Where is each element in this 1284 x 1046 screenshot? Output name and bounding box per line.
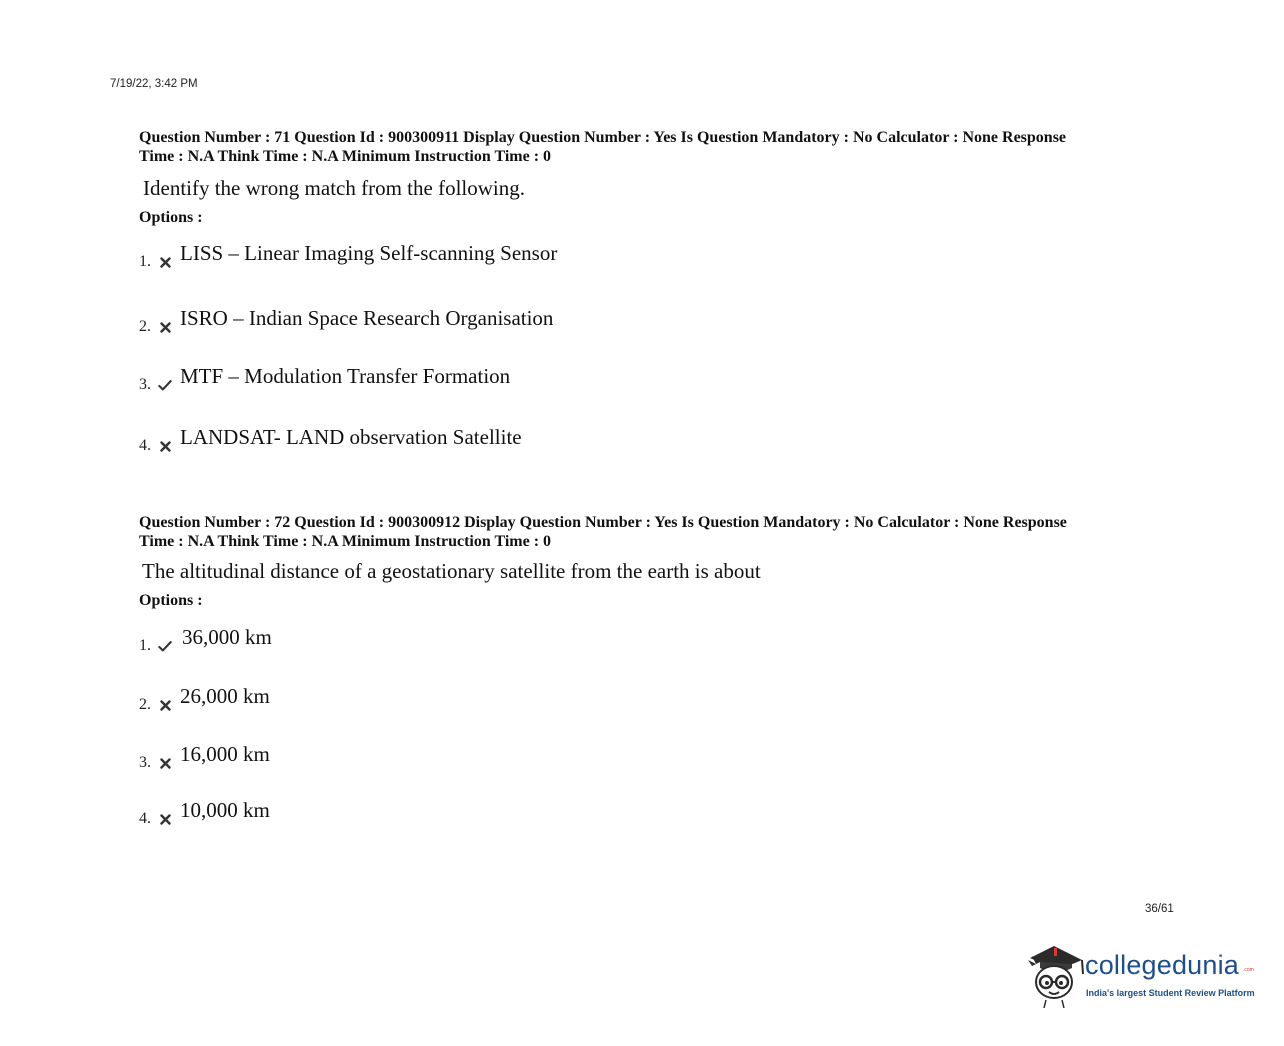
option-number: 1. xyxy=(139,637,151,654)
cross-icon xyxy=(158,812,172,826)
question-meta-line-1: Question Number : 72 Question Id : 900300912 Display Question Number : Yes Is Question Mandatory : No Calculator : None Response xyxy=(139,514,1067,531)
option-item xyxy=(139,798,839,828)
option-item xyxy=(139,306,839,336)
option-number: 4. xyxy=(139,810,151,827)
option-number: 3. xyxy=(139,754,151,771)
check-icon xyxy=(158,378,172,392)
question-meta-line-2: Time : N.A Think Time : N.A Minimum Instruction Time : 0 xyxy=(139,533,552,550)
option-number: 2. xyxy=(139,696,151,713)
option-number: 3. xyxy=(139,376,151,393)
cross-icon xyxy=(158,439,172,453)
option-text: ISRO – Indian Space Research Organisation xyxy=(180,306,554,330)
page-number: 36/61 xyxy=(1145,903,1174,915)
option-number: 2. xyxy=(139,318,151,335)
option-item xyxy=(139,684,839,714)
question-meta-line-2: Time : N.A Think Time : N.A Minimum Instruction Time : 0 xyxy=(139,148,552,165)
cross-icon xyxy=(158,756,172,770)
option-text: MTF – Modulation Transfer Formation xyxy=(180,364,511,388)
logo-tagline: India's largest Student Review Platform xyxy=(1086,988,1255,998)
cross-icon xyxy=(158,698,172,712)
cross-icon xyxy=(158,320,172,334)
option-text: 16,000 km xyxy=(180,742,270,766)
option-number: 1. xyxy=(139,253,151,270)
option-item xyxy=(139,364,839,394)
option-text: 36,000 km xyxy=(182,625,272,649)
mascot-icon xyxy=(1024,938,1088,1010)
option-text: LANDSAT- LAND observation Satellite xyxy=(180,425,522,449)
question-meta-line-1: Question Number : 71 Question Id : 900300911 Display Question Number : Yes Is Question Mandatory : No Calculator : None Response xyxy=(139,129,1067,146)
option-text: 10,000 km xyxy=(180,798,270,822)
check-icon xyxy=(158,639,172,653)
option-item xyxy=(139,425,839,455)
options-label: Options : xyxy=(139,592,203,609)
collegedunia-logo[interactable] xyxy=(1024,938,1264,1010)
cross-icon xyxy=(158,255,172,269)
question-text: Identify the wrong match from the following. xyxy=(143,176,525,200)
options-label: Options : xyxy=(139,209,203,226)
logo-brand-text: collegedunia xyxy=(1085,950,1240,980)
option-item xyxy=(139,241,839,271)
option-item xyxy=(139,625,839,655)
option-item xyxy=(139,742,839,772)
question-block-71 xyxy=(139,128,1149,454)
option-text: LISS – Linear Imaging Self-scanning Sensor xyxy=(180,241,558,265)
print-timestamp: 7/19/22, 3:42 PM xyxy=(110,78,198,90)
option-number: 4. xyxy=(139,437,151,454)
logo-domain-text: .com xyxy=(1243,967,1254,973)
option-text: 26,000 km xyxy=(180,684,270,708)
question-block-72 xyxy=(139,513,1149,827)
question-text: The altitudinal distance of a geostationary satellite from the earth is about xyxy=(142,559,761,583)
